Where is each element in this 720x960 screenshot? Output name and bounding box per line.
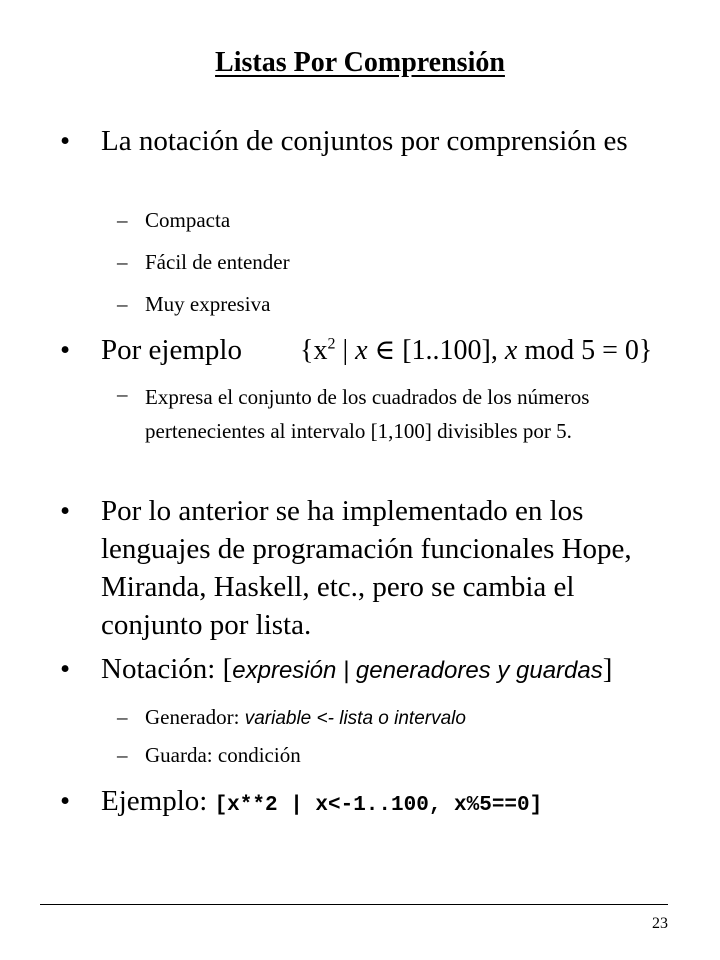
generador-emphasis: variable <- lista o intervalo: [244, 708, 466, 729]
sub-item-text: Expresa el conjunto de los cuadrados de los números pertenecientes al intervalo [1,100] divisibles por 5.: [145, 385, 590, 443]
bullet-mark: •: [60, 334, 71, 366]
bullet-mark: •: [60, 495, 71, 527]
sub-item-text: Compacta: [145, 208, 231, 232]
formula-exponent: 2: [327, 335, 336, 353]
dash-mark: –: [117, 250, 128, 274]
example-prefix: Ejemplo:: [101, 785, 215, 817]
formula-pipe: |: [335, 335, 356, 366]
formula-var2: x: [504, 335, 518, 366]
notation-emphasis: expresión | generadores y guardas: [232, 657, 603, 684]
bullet-text: Por lo anterior se ha implementado en los lenguajes de programación funcionales Hope, Miranda, Haskell, etc., pero se cambia el conjunto por lista.: [101, 495, 632, 641]
sub-item-text: Guarda: condición: [145, 743, 301, 767]
example-text: [101, 784, 671, 823]
formula-var: x: [355, 335, 368, 366]
dash-mark: –: [117, 743, 128, 767]
sub-item-text: [145, 703, 685, 733]
slide-title: Listas Por Comprensión: [215, 47, 505, 78]
formula-close: }: [638, 335, 653, 366]
formula-open: {x: [300, 335, 328, 366]
sub-item-text: Fácil de entender: [145, 250, 290, 274]
sub-item-text: Muy expresiva: [145, 292, 271, 316]
notation-prefix: Notación: [: [101, 653, 233, 685]
formula-mod: mod 5 = 0: [517, 335, 639, 366]
dash-mark: –: [117, 382, 128, 406]
formula-comma: ,: [490, 335, 505, 366]
notation-suffix: ]: [602, 653, 613, 685]
formula-range: [1..100]: [402, 335, 491, 366]
bullet-mark: •: [60, 125, 71, 157]
example-code: [x**2 | x<-1..100, x%5==0]: [214, 794, 543, 817]
dash-mark: –: [117, 208, 128, 232]
footer-divider: [40, 904, 668, 905]
bullet-text: La notación de conjuntos por comprensión es: [101, 125, 628, 157]
page-number: 23: [652, 915, 668, 932]
notation-text: [101, 652, 671, 688]
bullet-mark: •: [60, 653, 71, 685]
dash-mark: –: [117, 705, 128, 729]
formula-in: ∈: [367, 335, 403, 366]
dash-mark: –: [117, 292, 128, 316]
bullet-mark: •: [60, 785, 71, 817]
generador-label: Generador:: [145, 705, 245, 729]
set-formula: [300, 333, 652, 367]
bullet-text: Por ejemplo: [101, 334, 242, 366]
